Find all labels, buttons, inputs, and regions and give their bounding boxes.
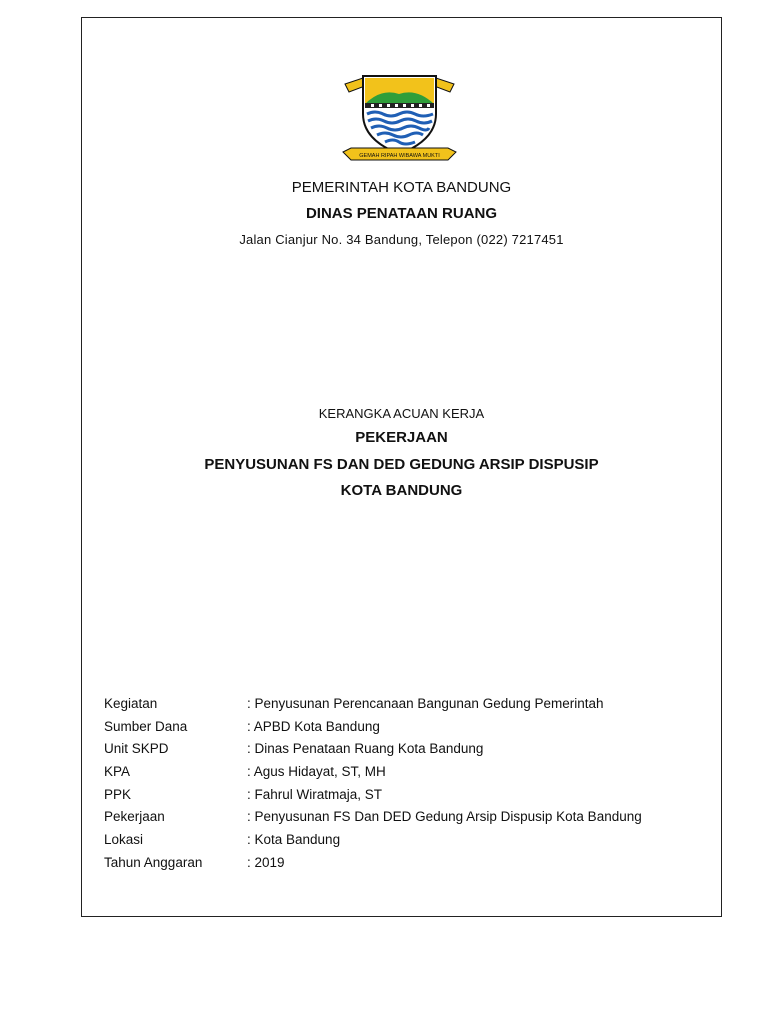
detail-label: PPK bbox=[104, 786, 132, 802]
detail-value: : Agus Hidayat, ST, MH bbox=[247, 764, 386, 780]
organization-name: PEMERINTAH KOTA BANDUNG bbox=[291, 179, 512, 196]
project-title-line-2: KOTA BANDUNG bbox=[340, 482, 463, 499]
bandung-coat-of-arms-emblem bbox=[341, 74, 458, 162]
detail-value: : Penyusunan FS Dan DED Gedung Arsip Dispusip Kota Bandung bbox=[247, 809, 642, 825]
detail-label: Unit SKPD bbox=[104, 741, 169, 757]
document-type: KERANGKA ACUAN KERJA bbox=[318, 406, 485, 421]
department-name: DINAS PENATAAN RUANG bbox=[305, 205, 498, 222]
department-address: Jalan Cianjur No. 34 Bandung, Telepon (022) 7217451 bbox=[239, 232, 564, 247]
project-title-line-1: PENYUSUNAN FS DAN DED GEDUNG ARSIP DISPUSIP bbox=[204, 456, 599, 473]
detail-label: Pekerjaan bbox=[104, 809, 165, 825]
detail-label: Kegiatan bbox=[104, 696, 158, 711]
detail-value: : Dinas Penataan Ruang Kota Bandung bbox=[247, 741, 484, 757]
detail-value: : 2019 bbox=[247, 854, 285, 870]
detail-value: : Fahrul Wiratmaja, ST bbox=[247, 786, 383, 802]
detail-label: KPA bbox=[104, 764, 131, 780]
detail-label: Tahun Anggaran bbox=[104, 854, 203, 870]
job-label: PEKERJAAN bbox=[355, 429, 448, 446]
detail-label: Sumber Dana bbox=[104, 718, 188, 734]
emblem-motto-text: GEMAH RIPAH WIBAWA MUKTI bbox=[359, 153, 440, 159]
detail-value: : Penyusunan Perencanaan Bangunan Gedung Pemerintah bbox=[247, 696, 604, 711]
detail-label: Lokasi bbox=[104, 832, 144, 848]
detail-value: : Kota Bandung bbox=[247, 832, 341, 848]
detail-value: : APBD Kota Bandung bbox=[247, 718, 380, 734]
